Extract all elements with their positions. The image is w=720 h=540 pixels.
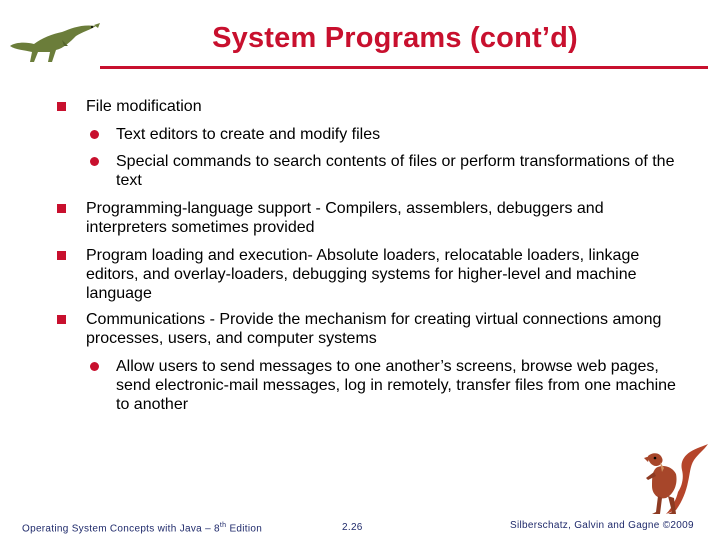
round-bullet-icon (90, 157, 99, 166)
square-bullet-icon (57, 315, 66, 324)
list-item (86, 97, 686, 116)
square-bullet-icon (57, 251, 66, 260)
list-item (116, 125, 676, 144)
bullet-text: Programming-language support - Compilers, assemblers, debuggers and interpreters sometimes provided (86, 200, 604, 236)
list-item (86, 246, 686, 303)
bullet-text: Allow users to send messages to one another’s screens, browse web pages, send electronic-mail messages, log in remotely, transfer files from one machine to another (116, 358, 676, 413)
footer-book-title: Operating System Concepts with Java – 8th Edition (22, 522, 263, 535)
list-item (116, 357, 676, 414)
bullet-text: Special commands to search contents of files or perform transformations of the text (116, 153, 675, 189)
dinosaur-standing-icon (626, 438, 710, 520)
square-bullet-icon (57, 204, 66, 213)
dinosaur-logo-icon (6, 12, 102, 68)
title-underline (100, 66, 708, 69)
list-item (86, 310, 686, 348)
footer-authors: Silberschatz, Galvin and Gagne ©2009 (510, 520, 694, 531)
list-item (116, 152, 676, 190)
round-bullet-icon (90, 130, 99, 139)
bullet-text: Text editors to create and modify files (116, 126, 381, 143)
bullet-text: Program loading and execution- Absolute loaders, relocatable loaders, linkage editors, and overlay-loaders, debugging systems for higher-level and machine language (86, 247, 640, 302)
bullet-text: Communications - Provide the mechanism for creating virtual connections among processes, users, and computer systems (86, 311, 662, 347)
bullet-text: File modification (86, 98, 202, 115)
square-bullet-icon (57, 102, 66, 111)
round-bullet-icon (90, 362, 99, 371)
footer-page-number: 2.26 (342, 522, 363, 533)
slide-title: System Programs (cont’d) (212, 22, 578, 54)
list-item (86, 199, 686, 237)
